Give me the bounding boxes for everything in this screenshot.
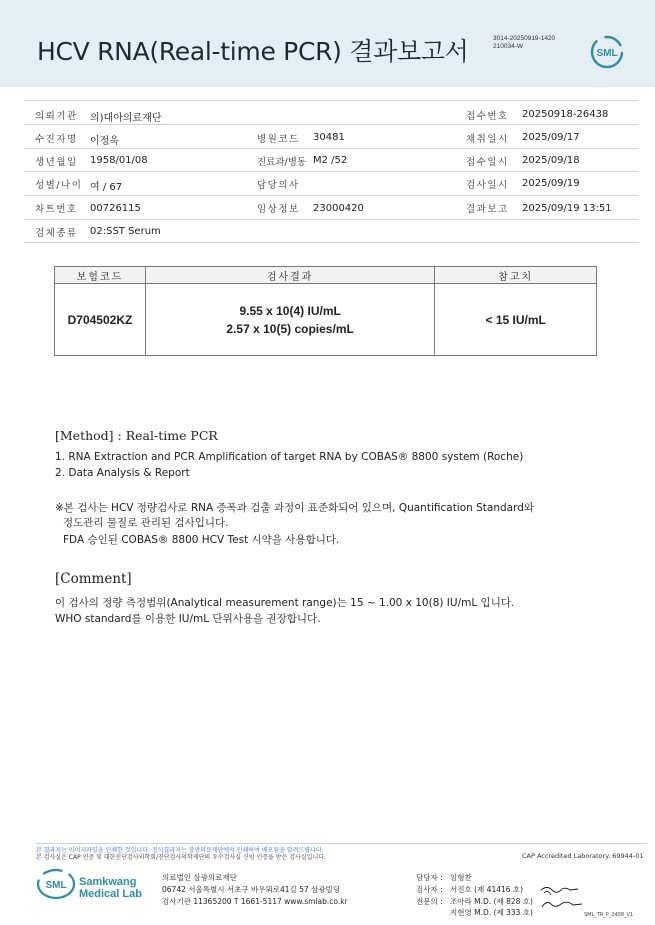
- footer-tester: 서진호 (제 41416 호): [450, 885, 524, 894]
- document-id-line1: 3014-20250919-1420: [493, 35, 556, 42]
- info-rule: [24, 171, 638, 172]
- value-receipt-no: 20250918-26438: [522, 109, 609, 120]
- footer-sml-logo-text: SML: [45, 880, 67, 891]
- result-code: D704502KZ: [55, 284, 146, 356]
- result-value-copies: 2.57 x 10(5) copies/mL: [226, 321, 354, 336]
- method-note-1: ※본 검사는 HCV 정량검사로 RNA 증폭과 검출 과정이 표준화되어 있으며, Quantification Standard와: [55, 502, 535, 514]
- footer-brand-line1: Samkwang: [79, 876, 137, 888]
- method-line-2: 2. Data Analysis & Report: [55, 467, 190, 479]
- label-receipt-date: 접수일시: [466, 157, 509, 168]
- document-id-line2: 210034-W: [493, 42, 523, 50]
- value-institution: 의)대아의료재단: [90, 113, 162, 124]
- label-patient: 수진자명: [35, 134, 78, 145]
- info-rule: [24, 219, 638, 220]
- footer-staff: 임형찬: [450, 873, 472, 882]
- info-rule-top: [24, 100, 638, 101]
- comment-line-1: 이 검사의 정량 측정범위(Analytical measurement range)는 15 ~ 1.00 x 10(8) IU/mL 입니다.: [55, 597, 515, 609]
- value-test-date: 2025/09/19: [522, 178, 580, 189]
- header-test-result: 검사결과: [145, 267, 434, 284]
- result-row: [55, 284, 597, 356]
- header-reference: 참고치: [435, 267, 597, 284]
- info-rule: [24, 124, 638, 125]
- info-rule-bottom: [24, 242, 638, 243]
- value-clinical-info: 23000420: [313, 203, 364, 214]
- footer-form-code: SML_TR_P_2408_V1: [584, 912, 634, 918]
- comment-line-2: WHO standard를 이용한 IU/mL 단위사용을 권장합니다.: [55, 613, 321, 625]
- footer-contact: 검사기관 11365200 T 1661-5117 www.smlab.co.kr: [162, 897, 348, 906]
- result-values: [145, 284, 434, 356]
- sml-logo-text: SML: [596, 48, 618, 59]
- label-doctor: 담당의사: [257, 180, 300, 191]
- label-sex-age: 성별/나이: [35, 180, 83, 191]
- method-note-2: 정도관리 물질로 관리된 검사입니다.: [63, 517, 229, 529]
- method-heading: [Method] : Real-time PCR: [55, 428, 218, 443]
- comment-heading: [Comment]: [55, 571, 132, 587]
- label-receipt-no: 접수번호: [466, 111, 509, 122]
- footer-notice-cap: 본 검사실은 CAP 인증 및 대한진단검사의학회/진단검사의학재단의 우수검사실 신임 인증을 받은 검사실입니다.: [36, 854, 326, 861]
- result-value-iu: 9.55 x 10(4) IU/mL: [239, 303, 341, 318]
- value-report-date: 2025/09/19 13:51: [522, 203, 612, 214]
- value-chart-no: 00726115: [90, 203, 141, 214]
- result-table-header: [55, 267, 597, 284]
- result-table: [54, 266, 597, 356]
- footer-cap-accredited: CAP Accredited Laboratory. 69944-01: [522, 852, 644, 860]
- footer-specialist-label: 전문의 :: [416, 897, 443, 906]
- label-clinical-info: 임상정보: [257, 204, 300, 215]
- value-collection-date: 2025/09/17: [522, 132, 580, 143]
- footer-sml-logo: [36, 868, 76, 900]
- value-patient: 이정욱: [90, 136, 119, 147]
- footer-org: 의료법인 삼광의료재단: [162, 873, 237, 882]
- label-birth: 생년월일: [35, 157, 78, 168]
- footer-address: 06742 서울특별시 서초구 바우뫼로41길 57 삼광빌딩: [162, 885, 341, 894]
- footer-notice-image: 본 결과지는 이미지파일을 인쇄한 것입니다. 정식결과지는 삼광의료재단에서 인쇄하여 배포됨을 알려드립니다.: [36, 847, 324, 854]
- value-sex-age: 여 / 67: [90, 182, 123, 193]
- method-line-1: 1. RNA Extraction and PCR Amplification of target RNA by COBAS® 8800 system (Roche): [55, 451, 524, 463]
- label-institution: 의뢰기관: [35, 111, 78, 122]
- header-insurance-code: 보험코드: [55, 267, 146, 284]
- label-hospital-code: 병원코드: [257, 134, 300, 145]
- signature-image: [538, 881, 586, 913]
- info-rule: [24, 148, 638, 149]
- label-chart-no: 차트번호: [35, 204, 78, 215]
- label-report-date: 결과보고: [466, 204, 509, 215]
- label-test-date: 검사일시: [466, 180, 509, 191]
- result-reference: < 15 IU/mL: [435, 284, 597, 356]
- value-dept: M2 /52: [313, 155, 348, 166]
- value-receipt-date: 2025/09/18: [522, 155, 580, 166]
- value-hospital-code: 30481: [313, 132, 345, 143]
- report-title: HCV RNA(Real-time PCR) 결과보고서: [37, 37, 469, 66]
- footer-brand: [79, 876, 142, 900]
- value-specimen: 02:SST Serum: [90, 226, 161, 237]
- footer-tester-label: 검사자 :: [416, 885, 443, 894]
- label-specimen: 검체종류: [35, 228, 78, 239]
- method-note-3: FDA 승인된 COBAS® 8800 HCV Test 시약을 사용합니다.: [63, 534, 340, 546]
- label-dept: 진료과/병동: [257, 157, 307, 168]
- footer-specialist-1: 조아라 M.D. (제 828 호): [450, 897, 533, 906]
- footer-rule: [36, 843, 647, 844]
- value-birth: 1958/01/08: [90, 155, 148, 166]
- label-collection-date: 채취일시: [466, 134, 509, 145]
- document-id: [493, 35, 555, 50]
- info-rule: [24, 195, 638, 196]
- footer-staff-label: 담당자 :: [416, 873, 443, 882]
- sml-logo: [590, 35, 624, 69]
- footer-specialist-2: 지현영 M.D. (제 333 호): [450, 908, 533, 917]
- footer-brand-line2: Medical Lab: [79, 888, 142, 900]
